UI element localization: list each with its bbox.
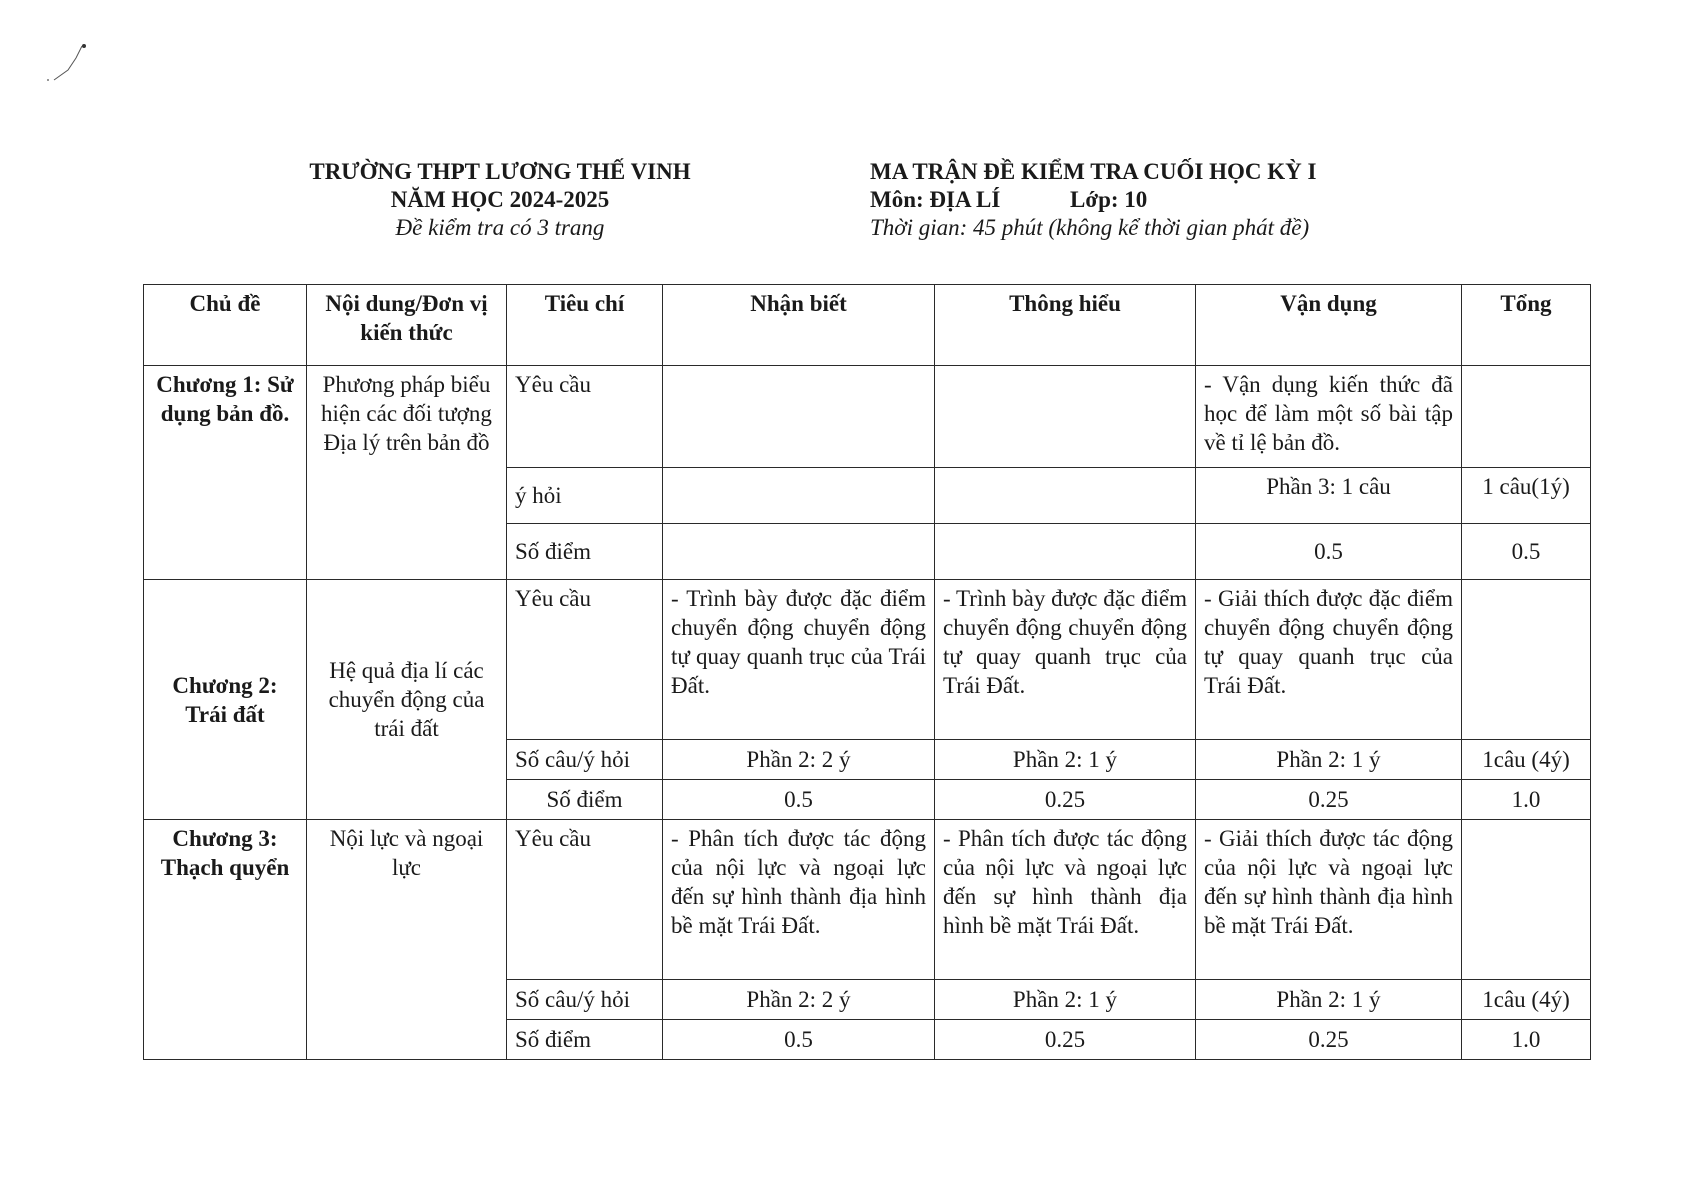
points-cell: 0.25 [935, 780, 1196, 820]
topic-cell: Chương 1: Sử dụng bản đồ. [144, 366, 307, 580]
criteria-cell: Số điểm [507, 1020, 663, 1060]
question-count-cell [663, 468, 935, 524]
question-count-cell: Phần 3: 1 câu [1196, 468, 1462, 524]
criteria-cell: ý hỏi [507, 468, 663, 524]
requirement-cell: - Giải thích được đặc điểm chuyển động chuyển động tự quay quanh trục của Trái Đất. [1196, 580, 1462, 740]
school-year: NĂM HỌC 2024-2025 [390, 187, 610, 212]
exam-time: Thời gian: 45 phút (không kể thời gian phát đề) [870, 215, 1310, 240]
grade-label: Lớp: 10 [1070, 187, 1148, 212]
question-count-cell: Phần 2: 1 ý [1196, 980, 1462, 1020]
exam-header [870, 158, 1490, 242]
total-cell [1462, 366, 1591, 468]
content-cell: Nội lực và ngoại lực [307, 820, 507, 1060]
requirement-cell: - Phân tích được tác động của nội lực và ngoại lực đến sự hình thành địa hình bề mặt Trái Đất. [935, 820, 1196, 980]
criteria-cell: Số điểm [507, 524, 663, 580]
criteria-cell: Số điểm [507, 780, 663, 820]
total-cell: 1câu (4ý) [1462, 740, 1591, 780]
subject-line [870, 186, 1490, 214]
content-cell: Phương pháp biểu hiện các đối tượng Địa lý trên bản đồ [307, 366, 507, 580]
question-count-cell: Phần 2: 1 ý [935, 740, 1196, 780]
page-count-note: Đề kiểm tra có 3 trang [395, 215, 605, 240]
requirement-cell: - Phân tích được tác động của nội lực và ngoại lực đến sự hình thành địa hình bề mặt Trái Đất. [663, 820, 935, 980]
total-cell: 1 câu(1ý) [1462, 468, 1591, 524]
topic-cell: Chương 2: Trái đất [144, 580, 307, 820]
col-header-criteria: Tiêu chí [507, 285, 663, 366]
points-cell: 0.5 [663, 1020, 935, 1060]
requirement-cell: - Giải thích được tác động của nội lực và ngoại lực đến sự hình thành địa hình bề mặt Trái Đất. [1196, 820, 1462, 980]
requirement-cell: - Vận dụng kiến thức đã học để làm một số bài tập về tỉ lệ bản đồ. [1196, 366, 1462, 468]
col-header-recognition: Nhận biết [663, 285, 935, 366]
question-count-cell [935, 468, 1196, 524]
table-row [144, 366, 1591, 468]
col-header-content: Nội dung/Đơn vị kiến thức [307, 285, 507, 366]
col-header-comprehension: Thông hiểu [935, 285, 1196, 366]
topic-cell: Chương 3: Thạch quyển [144, 820, 307, 1060]
requirement-cell: - Trình bày được đặc điểm chuyển động chuyển động tự quay quanh trục của Trái Đất. [663, 580, 935, 740]
header-row [144, 285, 1591, 366]
question-count-cell: Phần 2: 1 ý [935, 980, 1196, 1020]
total-cell: 1.0 [1462, 1020, 1591, 1060]
subject-label: Môn: ĐỊA LÍ [870, 187, 1001, 212]
points-cell: 0.25 [1196, 1020, 1462, 1060]
total-cell: 1câu (4ý) [1462, 980, 1591, 1020]
requirement-cell [663, 366, 935, 468]
total-cell: 0.5 [1462, 524, 1591, 580]
points-cell: 0.5 [663, 780, 935, 820]
table-row [144, 580, 1591, 740]
points-cell [663, 524, 935, 580]
criteria-cell: Số câu/ý hỏi [507, 980, 663, 1020]
table-row [144, 820, 1591, 980]
col-header-application: Vận dụng [1196, 285, 1462, 366]
points-cell: 0.5 [1196, 524, 1462, 580]
question-count-cell: Phần 2: 2 ý [663, 740, 935, 780]
exam-title: MA TRẬN ĐỀ KIỂM TRA CUỐI HỌC KỲ I [870, 159, 1317, 184]
scan-mark [40, 40, 100, 90]
criteria-cell: Yêu cầu [507, 820, 663, 980]
criteria-cell: Số câu/ý hỏi [507, 740, 663, 780]
total-cell [1462, 820, 1591, 980]
col-header-total: Tổng [1462, 285, 1591, 366]
school-header [240, 158, 760, 242]
school-name: TRƯỜNG THPT LƯƠNG THẾ VINH [309, 159, 691, 184]
criteria-cell: Yêu cầu [507, 580, 663, 740]
total-cell [1462, 580, 1591, 740]
points-cell [935, 524, 1196, 580]
total-cell: 1.0 [1462, 780, 1591, 820]
points-cell: 0.25 [935, 1020, 1196, 1060]
requirement-cell [935, 366, 1196, 468]
question-count-cell: Phần 2: 1 ý [1196, 740, 1462, 780]
content-cell: Hệ quả địa lí các chuyển động của trái đất [307, 580, 507, 820]
criteria-cell: Yêu cầu [507, 366, 663, 468]
col-header-topic: Chủ đề [144, 285, 307, 366]
exam-matrix-table [143, 284, 1591, 1060]
requirement-cell: - Trình bày được đặc điểm chuyển động chuyển động tự quay quanh trục của Trái Đất. [935, 580, 1196, 740]
question-count-cell: Phần 2: 2 ý [663, 980, 935, 1020]
points-cell: 0.25 [1196, 780, 1462, 820]
